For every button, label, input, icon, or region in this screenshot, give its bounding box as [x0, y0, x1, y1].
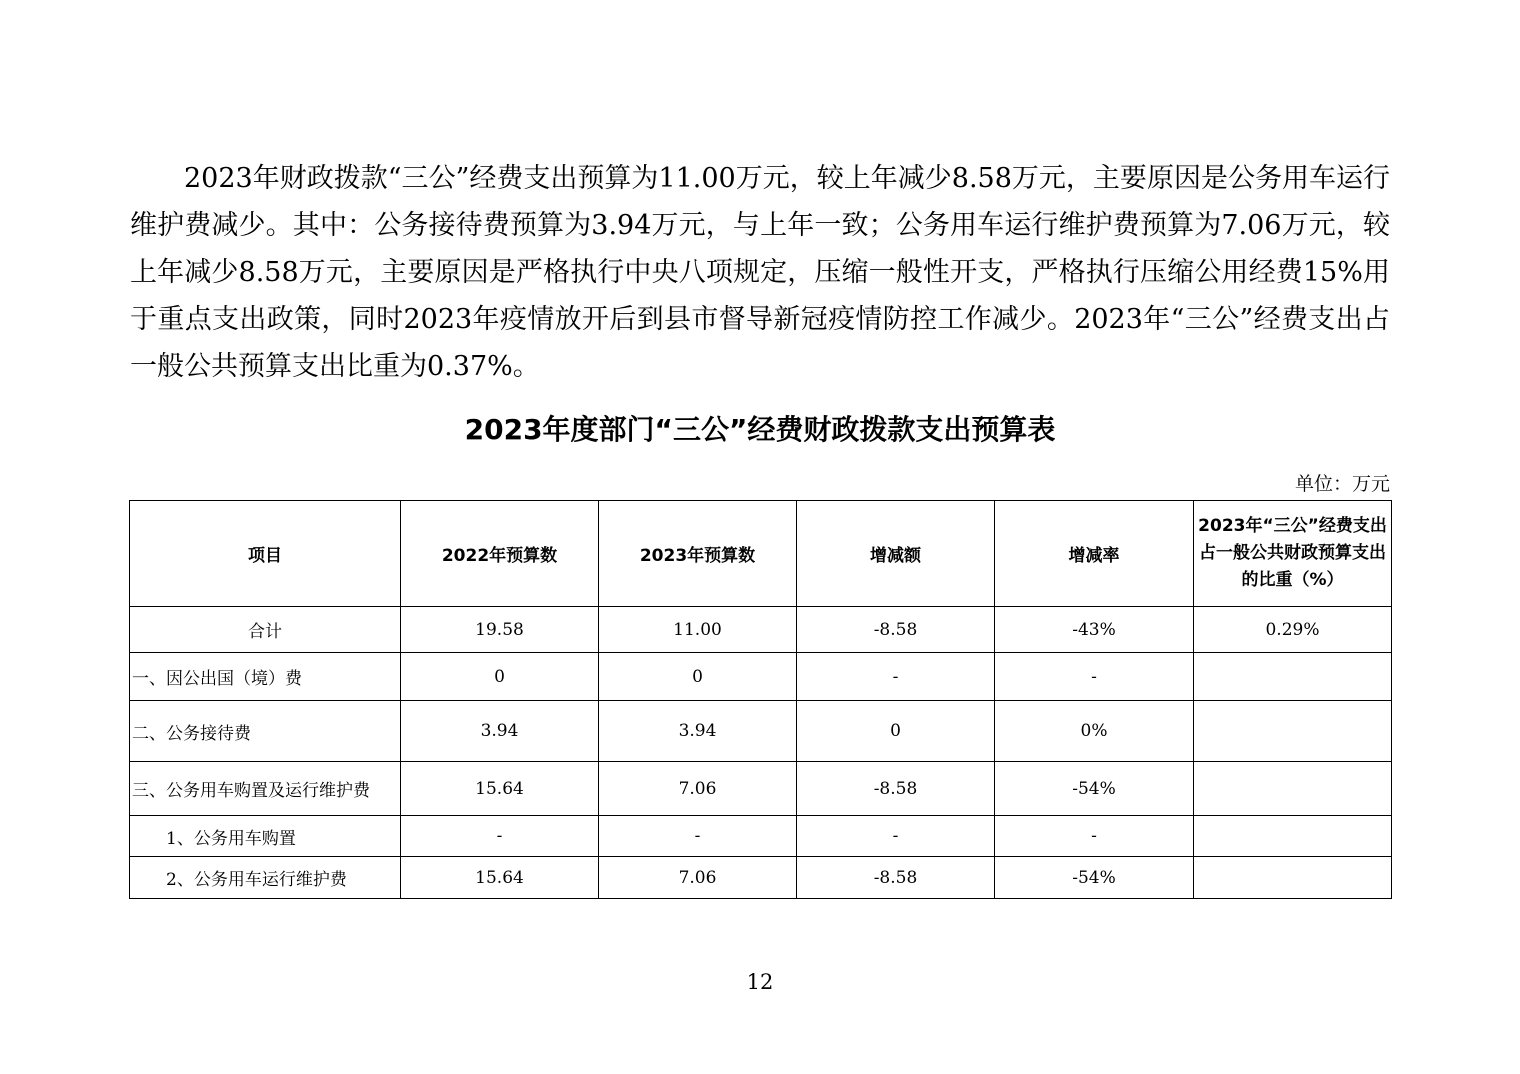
cell-2022: 15.64: [401, 857, 599, 899]
table-title: 2023年度部门“三公”经费财政拨款支出预算表: [464, 413, 1056, 446]
header-item: 项目: [130, 501, 401, 607]
cell-rate: -54%: [995, 857, 1194, 899]
cell-item: 二、公务接待费: [130, 701, 401, 762]
cell-2023: 7.06: [599, 762, 797, 816]
cell-change: -8.58: [797, 607, 995, 653]
header-2023-budget: 2023年预算数: [599, 501, 797, 607]
cell-change: 0: [797, 701, 995, 762]
cell-change: -: [797, 653, 995, 701]
table-row: [130, 653, 1392, 701]
cell-item: 合计: [130, 607, 401, 653]
cell-item: 一、因公出国（境）费: [130, 653, 401, 701]
table-header-row: [130, 501, 1392, 607]
cell-2022: 0: [401, 653, 599, 701]
cell-change: -: [797, 816, 995, 857]
cell-2022: 19.58: [401, 607, 599, 653]
cell-rate: 0%: [995, 701, 1194, 762]
header-2022-budget: 2022年预算数: [401, 501, 599, 607]
cell-2022: -: [401, 816, 599, 857]
table-row: [130, 607, 1392, 653]
cell-item: 三、公务用车购置及运行维护费: [130, 762, 401, 816]
cell-2023: 3.94: [599, 701, 797, 762]
cell-item: 2、公务用车运行维护费: [130, 857, 401, 899]
cell-2022: 3.94: [401, 701, 599, 762]
cell-change: -8.58: [797, 762, 995, 816]
cell-ratio: [1194, 701, 1392, 762]
cell-2022: 15.64: [401, 762, 599, 816]
cell-2023: 11.00: [599, 607, 797, 653]
table-row: [130, 857, 1392, 899]
cell-item: 1、公务用车购置: [130, 816, 401, 857]
table-row: [130, 701, 1392, 762]
table-row: [130, 816, 1392, 857]
cell-2023: 0: [599, 653, 797, 701]
cell-rate: -43%: [995, 607, 1194, 653]
header-ratio: 2023年“三公”经费支出占一般公共财政预算支出的比重（%）: [1194, 501, 1392, 607]
cell-ratio: [1194, 653, 1392, 701]
body-paragraph: 2023年财政拨款“三公”经费支出预算为11.00万元，较上年减少8.58万元，主要原因是公务用车运行维护费减少。其中：公务接待费预算为3.94万元，与上年一致；公务用车运行维护费预算为7.06万元，较上年减少8.58万元，主要原因是严格执行中央八项规定，压缩一般性开支，严格执行压缩公用经费15%用于重点支出政策，同时2023年疫情放开后到县市督导新冠疫情防控工作减少。2023年“三公”经费支出占一般公共预算支出比重为0.37%。: [130, 163, 1390, 382]
cell-ratio: 0.29%: [1194, 607, 1392, 653]
cell-ratio: [1194, 816, 1392, 857]
unit-label: 单位：万元: [1294, 473, 1390, 495]
cell-2023: -: [599, 816, 797, 857]
budget-table: [129, 500, 1392, 899]
cell-2023: 7.06: [599, 857, 797, 899]
cell-ratio: [1194, 857, 1392, 899]
header-change-rate: 增减率: [995, 501, 1194, 607]
cell-ratio: [1194, 762, 1392, 816]
page-number: 12: [746, 970, 774, 994]
cell-rate: -54%: [995, 762, 1194, 816]
table-row: [130, 762, 1392, 816]
header-change-amount: 增减额: [797, 501, 995, 607]
cell-rate: -: [995, 816, 1194, 857]
cell-rate: -: [995, 653, 1194, 701]
cell-change: -8.58: [797, 857, 995, 899]
